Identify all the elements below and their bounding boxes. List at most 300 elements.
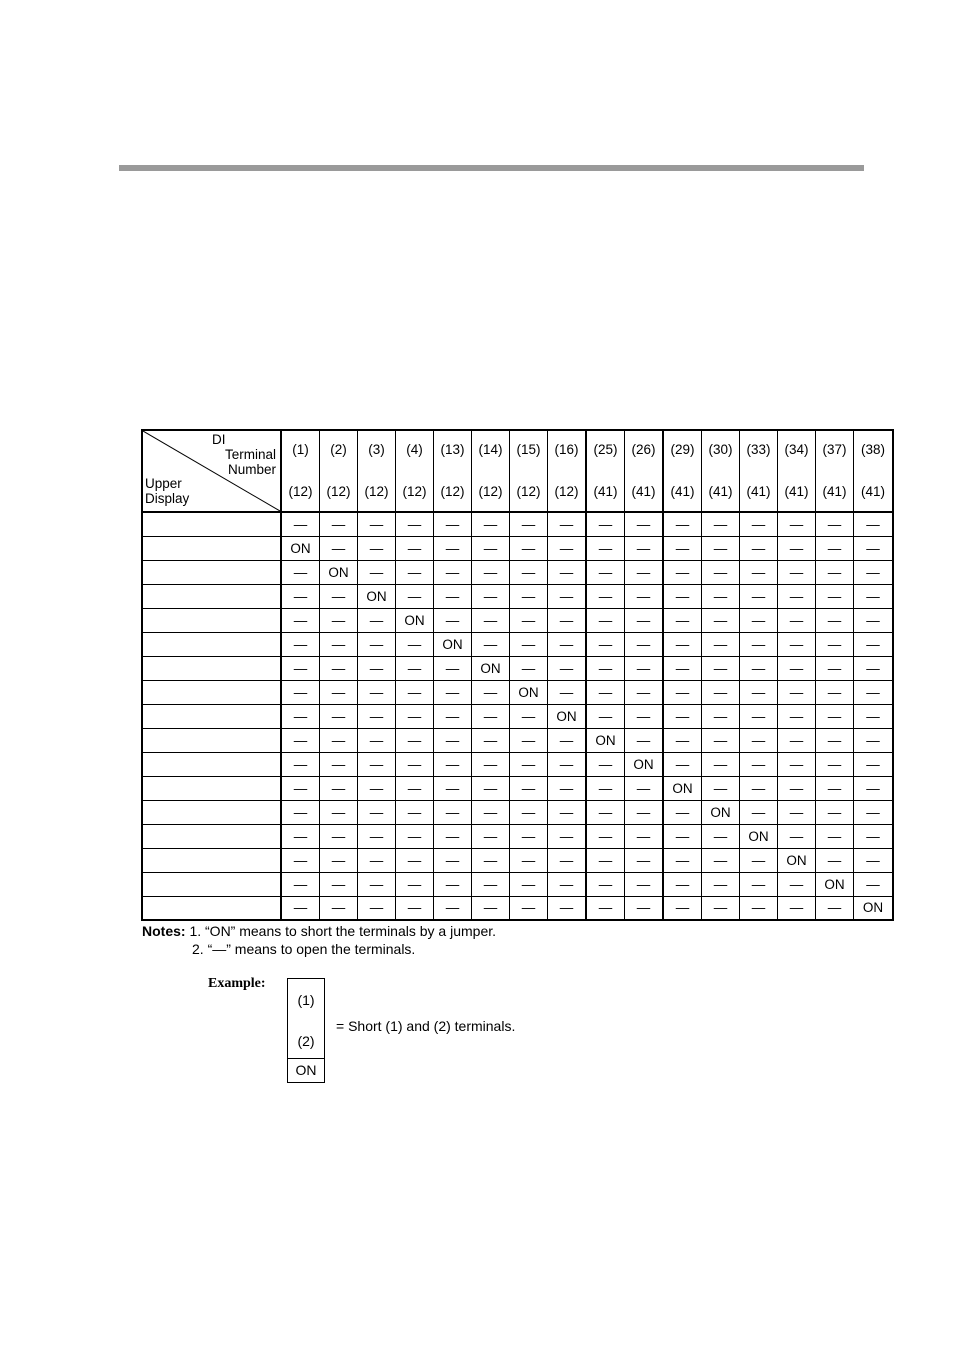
cell-off: — xyxy=(663,560,702,584)
cell-off: — xyxy=(854,608,894,632)
cell-off: — xyxy=(510,608,548,632)
cell-off: — xyxy=(396,704,434,728)
example-on: ON xyxy=(295,1062,317,1078)
cell-off: — xyxy=(816,800,854,824)
cell-off: — xyxy=(320,728,358,752)
cell-on: ON xyxy=(854,896,894,920)
cell-off: — xyxy=(854,728,894,752)
column-terminal-top: (4) xyxy=(406,442,423,457)
cell-off: — xyxy=(510,584,548,608)
upper-display-cell xyxy=(142,680,281,704)
cell-off: — xyxy=(702,656,740,680)
cell-off: — xyxy=(816,632,854,656)
column-terminal-bottom: (41) xyxy=(822,484,847,499)
cell-off: — xyxy=(663,584,702,608)
upper-display-cell xyxy=(142,848,281,872)
column-terminal-top: (2) xyxy=(330,442,347,457)
cell-off: — xyxy=(816,656,854,680)
cell-off: — xyxy=(320,776,358,800)
cell-off: — xyxy=(472,848,510,872)
cell-on: ON xyxy=(434,632,472,656)
cell-off: — xyxy=(472,608,510,632)
cell-off: — xyxy=(281,680,320,704)
column-terminal-top: (37) xyxy=(822,442,847,457)
cell-off: — xyxy=(548,560,587,584)
cell-off: — xyxy=(472,896,510,920)
cell-off: — xyxy=(854,776,894,800)
cell-off: — xyxy=(510,896,548,920)
cell-off: — xyxy=(510,872,548,896)
example-label: Example: xyxy=(208,976,266,991)
cell-off: — xyxy=(434,896,472,920)
cell-off: — xyxy=(778,536,816,560)
cell-off: — xyxy=(358,752,396,776)
cell-off: — xyxy=(663,800,702,824)
cell-off: — xyxy=(625,728,664,752)
cell-on: ON xyxy=(396,608,434,632)
header-row xyxy=(142,430,893,512)
cell-on: ON xyxy=(548,704,587,728)
cell-off: — xyxy=(510,800,548,824)
example-terminal-top: (1) xyxy=(297,992,315,1008)
upper-display-cell xyxy=(142,800,281,824)
cell-off: — xyxy=(281,848,320,872)
cell-off: — xyxy=(816,680,854,704)
column-header xyxy=(358,430,396,512)
cell-off: — xyxy=(854,704,894,728)
cell-on: ON xyxy=(778,848,816,872)
cell-off: — xyxy=(320,704,358,728)
cell-on: ON xyxy=(358,584,396,608)
cell-off: — xyxy=(396,632,434,656)
table-row xyxy=(142,848,893,872)
cell-off: — xyxy=(396,800,434,824)
table-row xyxy=(142,632,893,656)
cell-off: — xyxy=(625,680,664,704)
cell-off: — xyxy=(472,560,510,584)
cell-off: — xyxy=(358,896,396,920)
cell-on: ON xyxy=(510,680,548,704)
cell-off: — xyxy=(778,608,816,632)
cell-off: — xyxy=(816,776,854,800)
cell-off: — xyxy=(472,512,510,536)
cell-off: — xyxy=(586,776,625,800)
cell-off: — xyxy=(740,704,778,728)
upper-display-cell xyxy=(142,608,281,632)
cell-off: — xyxy=(816,512,854,536)
cell-off: — xyxy=(702,896,740,920)
cell-off: — xyxy=(586,632,625,656)
table-row xyxy=(142,656,893,680)
cell-off: — xyxy=(510,776,548,800)
cell-on: ON xyxy=(702,800,740,824)
cell-off: — xyxy=(625,848,664,872)
cell-off: — xyxy=(472,872,510,896)
column-header xyxy=(396,430,434,512)
upper-display-cell xyxy=(142,728,281,752)
cell-off: — xyxy=(358,536,396,560)
table-row xyxy=(142,824,893,848)
cell-off: — xyxy=(663,848,702,872)
upper-display-cell xyxy=(142,536,281,560)
cell-off: — xyxy=(281,512,320,536)
cell-off: — xyxy=(740,896,778,920)
cell-off: — xyxy=(358,776,396,800)
column-terminal-bottom: (41) xyxy=(860,484,885,499)
cell-off: — xyxy=(358,632,396,656)
cell-off: — xyxy=(702,752,740,776)
cell-off: — xyxy=(281,728,320,752)
cell-on: ON xyxy=(740,824,778,848)
cell-off: — xyxy=(778,680,816,704)
column-terminal-bottom: (41) xyxy=(593,484,618,499)
table-row xyxy=(142,584,893,608)
di-terminal-table xyxy=(141,429,894,921)
cell-off: — xyxy=(740,728,778,752)
cell-off: — xyxy=(472,752,510,776)
cell-off: — xyxy=(586,824,625,848)
table-row xyxy=(142,608,893,632)
cell-off: — xyxy=(548,536,587,560)
cell-off: — xyxy=(663,536,702,560)
table-row xyxy=(142,680,893,704)
cell-off: — xyxy=(320,656,358,680)
cell-off: — xyxy=(396,656,434,680)
cell-off: — xyxy=(854,680,894,704)
column-header xyxy=(586,430,625,512)
cell-off: — xyxy=(548,608,587,632)
cell-off: — xyxy=(702,680,740,704)
cell-on: ON xyxy=(663,776,702,800)
cell-off: — xyxy=(548,848,587,872)
cell-off: — xyxy=(472,800,510,824)
cell-off: — xyxy=(396,584,434,608)
cell-off: — xyxy=(625,560,664,584)
cell-off: — xyxy=(472,536,510,560)
cell-on: ON xyxy=(281,536,320,560)
cell-off: — xyxy=(702,560,740,584)
column-terminal-bottom: (41) xyxy=(784,484,809,499)
cell-off: — xyxy=(472,584,510,608)
cell-off: — xyxy=(510,656,548,680)
cell-off: — xyxy=(548,872,587,896)
cell-off: — xyxy=(586,680,625,704)
cell-off: — xyxy=(778,752,816,776)
cell-off: — xyxy=(625,824,664,848)
cell-off: — xyxy=(816,704,854,728)
cell-off: — xyxy=(740,560,778,584)
cell-off: — xyxy=(740,608,778,632)
cell-off: — xyxy=(396,824,434,848)
cell-off: — xyxy=(281,872,320,896)
cell-off: — xyxy=(702,848,740,872)
cell-off: — xyxy=(816,752,854,776)
cell-off: — xyxy=(396,776,434,800)
cell-off: — xyxy=(586,704,625,728)
table-row xyxy=(142,800,893,824)
column-terminal-bottom: (41) xyxy=(746,484,771,499)
cell-on: ON xyxy=(625,752,664,776)
cell-off: — xyxy=(663,704,702,728)
cell-off: — xyxy=(320,680,358,704)
cell-off: — xyxy=(320,584,358,608)
column-header xyxy=(740,430,778,512)
cell-off: — xyxy=(740,752,778,776)
cell-off: — xyxy=(625,512,664,536)
column-terminal-bottom: (12) xyxy=(440,484,465,499)
table-row xyxy=(142,704,893,728)
cell-off: — xyxy=(778,872,816,896)
cell-off: — xyxy=(816,728,854,752)
table-row xyxy=(142,560,893,584)
cell-off: — xyxy=(434,584,472,608)
cell-off: — xyxy=(434,656,472,680)
cell-off: — xyxy=(358,848,396,872)
cell-off: — xyxy=(434,872,472,896)
cell-off: — xyxy=(358,680,396,704)
column-terminal-bottom: (12) xyxy=(402,484,427,499)
cell-off: — xyxy=(740,776,778,800)
cell-off: — xyxy=(510,560,548,584)
cell-off: — xyxy=(320,632,358,656)
column-header xyxy=(548,430,587,512)
cell-off: — xyxy=(281,752,320,776)
cell-on: ON xyxy=(586,728,625,752)
cell-off: — xyxy=(320,608,358,632)
cell-off: — xyxy=(434,560,472,584)
cell-off: — xyxy=(434,776,472,800)
cell-off: — xyxy=(740,680,778,704)
cell-off: — xyxy=(740,848,778,872)
header-display: Display xyxy=(145,491,190,506)
column-terminal-top: (1) xyxy=(292,442,309,457)
column-terminal-top: (16) xyxy=(554,442,579,457)
table-row xyxy=(142,728,893,752)
column-header xyxy=(320,430,358,512)
cell-off: — xyxy=(472,776,510,800)
cell-off: — xyxy=(586,560,625,584)
column-terminal-top: (25) xyxy=(593,442,618,457)
cell-off: — xyxy=(510,536,548,560)
column-terminal-top: (29) xyxy=(670,442,695,457)
cell-off: — xyxy=(358,704,396,728)
cell-off: — xyxy=(434,512,472,536)
cell-off: — xyxy=(396,728,434,752)
cell-off: — xyxy=(281,608,320,632)
column-header xyxy=(281,430,320,512)
cell-off: — xyxy=(510,848,548,872)
example-description: = Short (1) and (2) terminals. xyxy=(336,1018,516,1034)
cell-off: — xyxy=(702,536,740,560)
cell-off: — xyxy=(778,704,816,728)
cell-off: — xyxy=(586,656,625,680)
cell-off: — xyxy=(778,584,816,608)
cell-off: — xyxy=(548,584,587,608)
cell-off: — xyxy=(434,800,472,824)
cell-on: ON xyxy=(472,656,510,680)
upper-display-cell xyxy=(142,656,281,680)
cell-off: — xyxy=(854,752,894,776)
cell-off: — xyxy=(663,512,702,536)
cell-off: — xyxy=(854,536,894,560)
cell-off: — xyxy=(740,512,778,536)
cell-off: — xyxy=(358,800,396,824)
cell-off: — xyxy=(663,608,702,632)
cell-off: — xyxy=(548,752,587,776)
cell-off: — xyxy=(740,584,778,608)
cell-off: — xyxy=(625,800,664,824)
column-header xyxy=(702,430,740,512)
cell-off: — xyxy=(740,800,778,824)
header-di: DI xyxy=(212,432,226,447)
cell-off: — xyxy=(854,584,894,608)
cell-off: — xyxy=(396,872,434,896)
cell-off: — xyxy=(396,896,434,920)
cell-off: — xyxy=(586,800,625,824)
cell-off: — xyxy=(281,896,320,920)
cell-off: — xyxy=(586,512,625,536)
cell-off: — xyxy=(510,704,548,728)
cell-off: — xyxy=(320,896,358,920)
cell-off: — xyxy=(740,656,778,680)
cell-off: — xyxy=(625,584,664,608)
cell-off: — xyxy=(320,848,358,872)
cell-off: — xyxy=(663,728,702,752)
column-terminal-top: (3) xyxy=(368,442,385,457)
cell-off: — xyxy=(586,584,625,608)
upper-display-cell xyxy=(142,752,281,776)
example-separator xyxy=(288,1058,324,1059)
table-row xyxy=(142,512,893,536)
cell-off: — xyxy=(663,632,702,656)
column-header xyxy=(854,430,894,512)
cell-off: — xyxy=(358,728,396,752)
table-row xyxy=(142,752,893,776)
cell-off: — xyxy=(548,728,587,752)
column-terminal-bottom: (41) xyxy=(631,484,656,499)
cell-off: — xyxy=(778,512,816,536)
cell-off: — xyxy=(625,608,664,632)
column-terminal-bottom: (12) xyxy=(554,484,579,499)
header-upper: Upper xyxy=(145,476,182,491)
column-terminal-top: (30) xyxy=(708,442,733,457)
cell-off: — xyxy=(702,872,740,896)
cell-off: — xyxy=(778,560,816,584)
cell-off: — xyxy=(281,560,320,584)
cell-off: — xyxy=(740,872,778,896)
upper-display-cell xyxy=(142,896,281,920)
note-2: 2. “—” means to open the terminals. xyxy=(192,941,416,957)
cell-off: — xyxy=(472,824,510,848)
cell-off: — xyxy=(816,848,854,872)
cell-off: — xyxy=(816,824,854,848)
cell-off: — xyxy=(854,656,894,680)
column-header xyxy=(510,430,548,512)
cell-off: — xyxy=(702,632,740,656)
cell-off: — xyxy=(778,656,816,680)
cell-off: — xyxy=(663,824,702,848)
cell-off: — xyxy=(472,632,510,656)
column-terminal-top: (26) xyxy=(631,442,656,457)
cell-off: — xyxy=(434,704,472,728)
cell-off: — xyxy=(702,704,740,728)
cell-off: — xyxy=(702,824,740,848)
cell-off: — xyxy=(625,776,664,800)
cell-off: — xyxy=(625,536,664,560)
cell-off: — xyxy=(778,800,816,824)
cell-off: — xyxy=(740,536,778,560)
cell-off: — xyxy=(663,896,702,920)
column-header xyxy=(472,430,510,512)
cell-off: — xyxy=(854,560,894,584)
cell-off: — xyxy=(625,896,664,920)
notes-label: Notes: xyxy=(142,923,186,939)
cell-off: — xyxy=(396,680,434,704)
cell-off: — xyxy=(396,752,434,776)
cell-off: — xyxy=(778,896,816,920)
cell-off: — xyxy=(625,704,664,728)
cell-off: — xyxy=(358,872,396,896)
column-terminal-top: (14) xyxy=(478,442,503,457)
cell-off: — xyxy=(586,872,625,896)
cell-off: — xyxy=(510,632,548,656)
upper-display-cell xyxy=(142,872,281,896)
upper-display-cell xyxy=(142,776,281,800)
cell-off: — xyxy=(320,824,358,848)
upper-display-cell xyxy=(142,584,281,608)
cell-off: — xyxy=(663,656,702,680)
cell-off: — xyxy=(320,800,358,824)
cell-off: — xyxy=(434,680,472,704)
header-number: Number xyxy=(227,462,276,477)
cell-off: — xyxy=(586,848,625,872)
cell-off: — xyxy=(548,680,587,704)
example-box xyxy=(287,978,325,1083)
cell-off: — xyxy=(281,656,320,680)
cell-off: — xyxy=(854,848,894,872)
cell-off: — xyxy=(854,800,894,824)
cell-off: — xyxy=(854,512,894,536)
cell-off: — xyxy=(281,584,320,608)
column-terminal-bottom: (12) xyxy=(516,484,541,499)
cell-off: — xyxy=(778,728,816,752)
cell-off: — xyxy=(434,728,472,752)
cell-off: — xyxy=(320,752,358,776)
cell-off: — xyxy=(548,824,587,848)
column-header xyxy=(625,430,664,512)
cell-off: — xyxy=(510,728,548,752)
column-header xyxy=(663,430,702,512)
column-header xyxy=(778,430,816,512)
table-row xyxy=(142,776,893,800)
cell-off: — xyxy=(663,680,702,704)
cell-off: — xyxy=(472,704,510,728)
cell-off: — xyxy=(740,632,778,656)
cell-off: — xyxy=(816,584,854,608)
upper-display-cell xyxy=(142,704,281,728)
notes xyxy=(142,922,496,958)
table-row xyxy=(142,536,893,560)
column-terminal-bottom: (12) xyxy=(288,484,313,499)
column-terminal-bottom: (12) xyxy=(326,484,351,499)
cell-off: — xyxy=(510,824,548,848)
cell-on: ON xyxy=(320,560,358,584)
column-terminal-top: (34) xyxy=(784,442,809,457)
column-terminal-top: (33) xyxy=(746,442,771,457)
column-terminal-top: (13) xyxy=(440,442,465,457)
cell-off: — xyxy=(548,896,587,920)
cell-off: — xyxy=(434,536,472,560)
